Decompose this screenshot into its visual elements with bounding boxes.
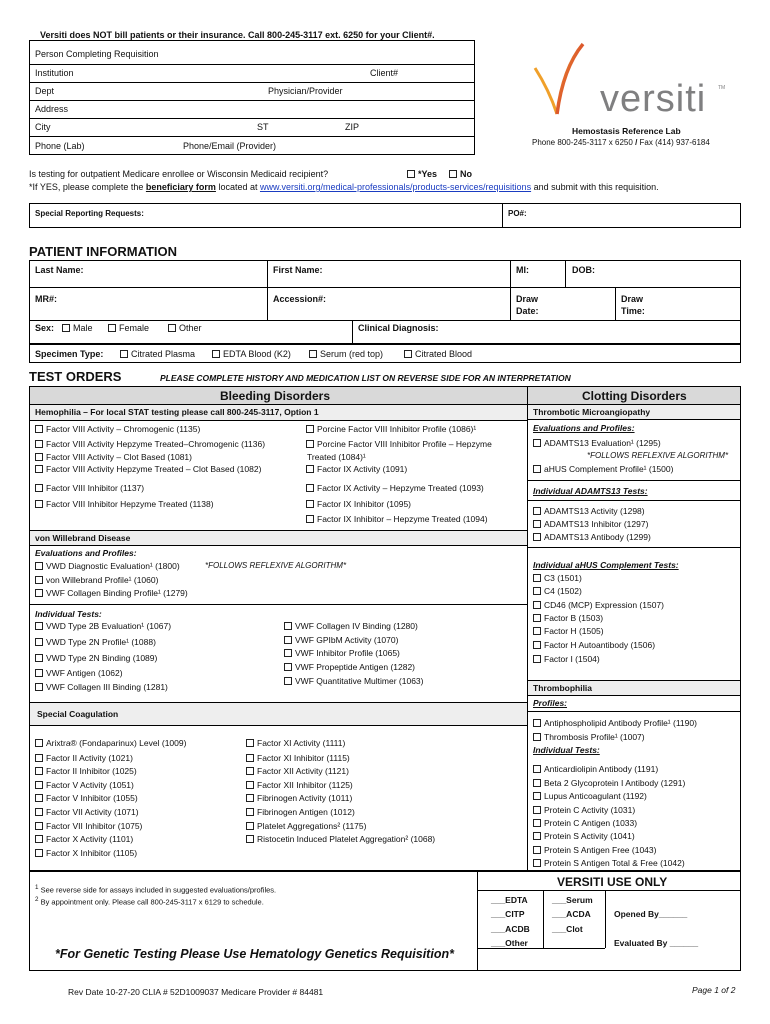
checkbox-square-icon[interactable]: [35, 739, 43, 747]
checkbox-square-icon[interactable]: [284, 663, 292, 671]
checkbox-square-icon[interactable]: [35, 638, 43, 646]
draw-time-label-1: Draw: [621, 294, 644, 304]
vwd-individual-label: Individual Tests:: [35, 609, 102, 619]
checkbox-square-icon[interactable]: [533, 520, 541, 528]
test-1136-checkbox[interactable]: Factor VIII Activity Hepzyme Treated–Chromogenic (1136): [35, 440, 265, 449]
checkbox-square-icon[interactable]: [168, 324, 176, 332]
test-1042-checkbox[interactable]: Protein S Antigen Total & Free (1042): [533, 859, 685, 868]
test-1081-checkbox[interactable]: Factor VIII Activity – Clot Based (1081): [35, 453, 192, 462]
interpretation-note: PLEASE COMPLETE HISTORY AND MEDICATION LIST ON REVERSE SIDE FOR AN INTERPRETATION: [160, 373, 571, 383]
address-field[interactable]: Address: [35, 104, 69, 114]
checkbox-square-icon[interactable]: [533, 465, 541, 473]
use-acda[interactable]: ___ACDA: [552, 909, 591, 919]
checkbox-square-icon[interactable]: [533, 533, 541, 541]
opened-by-field[interactable]: Opened By______: [614, 909, 688, 919]
test-1111-checkbox[interactable]: Factor XI Activity (1111): [246, 739, 345, 748]
test-1091-checkbox[interactable]: Factor IX Activity (1091): [306, 465, 407, 474]
test-1095-checkbox[interactable]: Factor IX Inhibitor (1095): [306, 500, 411, 509]
test-1191-checkbox[interactable]: Anticardiolipin Antibody (1191): [533, 765, 658, 774]
test-1190-checkbox[interactable]: Antiphospholipid Antibody Profile¹ (1190): [533, 719, 697, 728]
test-1070-checkbox[interactable]: VWF GPIbM Activity (1070): [284, 636, 398, 645]
test-1298-checkbox[interactable]: ADAMTS13 Activity (1298): [533, 507, 645, 516]
test-1175-checkbox[interactable]: Platelet Aggregations² (1175): [246, 822, 366, 831]
test-1084-label-cont: Treated (1084)¹: [307, 452, 366, 462]
specimen-edta-checkbox[interactable]: EDTA Blood (K2): [212, 350, 291, 359]
medicare-yes-checkbox[interactable]: *Yes: [407, 170, 437, 179]
tma-eval-label: Evaluations and Profiles:: [533, 423, 635, 433]
phone-email-field[interactable]: Phone/Email (Provider): [183, 141, 277, 151]
test-1009-checkbox[interactable]: Arixtra® (Fondaparinux) Level (1009): [35, 739, 186, 748]
use-citp[interactable]: ___CITP: [491, 909, 525, 919]
po-field[interactable]: PO#:: [508, 209, 527, 218]
checkbox-square-icon[interactable]: [212, 350, 220, 358]
lab-name: Hemostasis Reference Lab: [572, 126, 681, 136]
checkbox-square-icon[interactable]: [533, 792, 541, 800]
test-orders-title: TEST ORDERS: [29, 369, 122, 384]
genetic-testing-note: *For Genetic Testing Please Use Hematology Genetics Requisition*: [55, 947, 454, 961]
checkbox-square-icon[interactable]: [35, 794, 43, 802]
test-1291-checkbox[interactable]: Beta 2 Glycoprotein I Antibody (1291): [533, 779, 685, 788]
test-1507-checkbox[interactable]: CD46 (MCP) Expression (1507): [533, 601, 664, 610]
checkbox-square-icon[interactable]: [533, 627, 541, 635]
checkbox-square-icon[interactable]: [35, 849, 43, 857]
checkbox-square-icon[interactable]: [533, 859, 541, 867]
use-acdb[interactable]: ___ACDB: [491, 924, 530, 934]
vwd-eval-label: Evaluations and Profiles:: [35, 548, 137, 558]
medicare-question: Is testing for outpatient Medicare enrollee or Wisconsin Medicaid recipient?: [29, 169, 329, 179]
evaluated-by-field[interactable]: Evaluated By ______: [614, 938, 699, 948]
special-reporting-field[interactable]: Special Reporting Requests:: [35, 209, 144, 218]
test-1084-checkbox[interactable]: Porcine Factor VIII Inhibitor Profile – Hepzyme: [306, 440, 492, 449]
logo-trademark: TM: [718, 85, 726, 91]
checkbox-square-icon[interactable]: [533, 846, 541, 854]
test-1121-checkbox[interactable]: Factor XII Activity (1121): [246, 767, 349, 776]
checkbox-square-icon[interactable]: [35, 835, 43, 843]
checkbox-square-icon[interactable]: [35, 683, 43, 691]
sex-female-checkbox[interactable]: Female: [108, 324, 149, 333]
test-1093-checkbox[interactable]: Factor IX Activity – Hepzyme Treated (1093): [306, 484, 484, 493]
hemophilia-header: Hemophilia – For local STAT testing please call 800-245-3117, Option 1: [35, 407, 319, 417]
medicare-no-checkbox[interactable]: No: [449, 170, 472, 179]
test-1025-checkbox[interactable]: Factor II Inhibitor (1025): [35, 767, 137, 776]
checkbox-square-icon[interactable]: [306, 425, 314, 433]
checkbox-square-icon[interactable]: [246, 739, 254, 747]
checkbox-square-icon[interactable]: [306, 440, 314, 448]
test-1135-checkbox[interactable]: Factor VIII Activity – Chromogenic (1135): [35, 425, 200, 434]
checkbox-square-icon[interactable]: [533, 614, 541, 622]
test-1021-checkbox[interactable]: Factor II Activity (1021): [35, 754, 133, 763]
specimen-citrated-blood-checkbox[interactable]: Citrated Blood: [404, 350, 472, 359]
checkbox-square-icon[interactable]: [533, 819, 541, 827]
test-1063-checkbox[interactable]: VWF Quantitative Multimer (1063): [284, 677, 423, 686]
test-1033-checkbox[interactable]: Protein C Antigen (1033): [533, 819, 637, 828]
checkbox-square-icon[interactable]: [35, 754, 43, 762]
test-1086-checkbox[interactable]: Porcine Factor VIII Inhibitor Profile (1086)¹: [306, 425, 476, 434]
requisitions-url-link[interactable]: www.versiti.org/medical-professionals/products-services/requisitions: [259, 182, 532, 192]
checkbox-square-icon[interactable]: [306, 500, 314, 508]
use-serum[interactable]: ___Serum: [552, 895, 593, 905]
dept-field[interactable]: Dept: [35, 86, 55, 96]
use-edta[interactable]: ___EDTA: [491, 895, 528, 905]
checkbox-square-icon[interactable]: [533, 574, 541, 582]
checkbox-square-icon[interactable]: [284, 677, 292, 685]
test-1192-checkbox[interactable]: Lupus Anticoagulant (1192): [533, 792, 647, 801]
checkbox-square-icon[interactable]: [246, 822, 254, 830]
state-field[interactable]: ST: [257, 122, 269, 132]
checkbox-square-icon[interactable]: [533, 507, 541, 515]
test-1500-checkbox[interactable]: aHUS Complement Profile¹ (1500): [533, 465, 673, 474]
draw-time-field[interactable]: Time:: [621, 306, 645, 316]
checkbox-square-icon[interactable]: [35, 440, 43, 448]
checkbox-square-icon[interactable]: [35, 562, 43, 570]
test-1138-checkbox[interactable]: Factor VIII Inhibitor Hepzyme Treated (1138): [35, 500, 214, 509]
test-1068-checkbox[interactable]: Ristocetin Induced Platelet Aggregation² (1068): [246, 835, 435, 844]
sex-other-checkbox[interactable]: Other: [168, 324, 202, 333]
checkbox-square-icon[interactable]: [407, 170, 415, 178]
test-1280-checkbox[interactable]: VWF Collagen IV Binding (1280): [284, 622, 418, 631]
test-1282-checkbox[interactable]: VWF Propeptide Antigen (1282): [284, 663, 415, 672]
sex-label: Sex:: [35, 323, 55, 333]
zip-field[interactable]: ZIP: [345, 122, 360, 132]
test-1115-checkbox[interactable]: Factor XI Inhibitor (1115): [246, 754, 350, 763]
test-1299-checkbox[interactable]: ADAMTS13 Antibody (1299): [533, 533, 651, 542]
checkbox-square-icon[interactable]: [246, 754, 254, 762]
versiti-use-only-title: VERSITI USE ONLY: [557, 875, 668, 889]
use-other[interactable]: ___Other: [491, 938, 528, 948]
vwd-header: von Willebrand Disease: [35, 533, 131, 543]
checkbox-square-icon[interactable]: [533, 765, 541, 773]
checkbox-square-icon[interactable]: [533, 641, 541, 649]
thrombo-profiles-label: Profiles:: [533, 698, 568, 708]
draw-date-label-1: Draw: [516, 294, 539, 304]
phone-lab-field[interactable]: Phone (Lab): [35, 141, 85, 151]
mi-field[interactable]: MI:: [516, 265, 529, 275]
checkbox-square-icon[interactable]: [533, 601, 541, 609]
revision-info: Rev Date 10-27-20 CLIA # 52D1009037 Medicare Provider # 84481: [68, 987, 324, 997]
test-1281-checkbox[interactable]: VWF Collagen III Binding (1281): [35, 683, 168, 692]
footnote-2: $^2$ By appointment only. Please call 800-245-3117 x 6129 to schedule.: [35, 896, 264, 907]
test-1089-checkbox[interactable]: VWD Type 2N Binding (1089): [35, 654, 157, 663]
test-1101-checkbox[interactable]: Factor X Activity (1101): [35, 835, 133, 844]
checkbox-square-icon[interactable]: [35, 500, 43, 508]
test-1094-checkbox[interactable]: Factor IX Inhibitor – Hepzyme Treated (1094): [306, 515, 488, 524]
lab-phone: Phone 800-245-3117 x 6250 / Fax (414) 937-6184: [532, 138, 710, 147]
bleeding-disorders-title: Bleeding Disorders: [220, 389, 331, 403]
city-field[interactable]: City: [35, 122, 51, 132]
thrombo-individual-label: Individual Tests:: [533, 745, 600, 755]
draw-date-field[interactable]: Date:: [516, 306, 539, 316]
checkbox-square-icon[interactable]: [284, 622, 292, 630]
checkbox-square-icon[interactable]: [246, 781, 254, 789]
checkbox-square-icon[interactable]: [108, 324, 116, 332]
test-1043-checkbox[interactable]: Protein S Antigen Free (1043): [533, 846, 656, 855]
test-1506-checkbox[interactable]: Factor H Autoantibody (1506): [533, 641, 655, 650]
test-1297-checkbox[interactable]: ADAMTS13 Inhibitor (1297): [533, 520, 648, 529]
patient-info-title: PATIENT INFORMATION: [29, 244, 178, 259]
logo-wordmark: versiti: [600, 78, 707, 120]
checkbox-square-icon[interactable]: [35, 576, 43, 584]
checkbox-square-icon[interactable]: [35, 425, 43, 433]
sex-male-checkbox[interactable]: Male: [62, 324, 93, 333]
checkbox-square-icon[interactable]: [306, 515, 314, 523]
special-coag-header: Special Coagulation: [37, 709, 119, 719]
checkbox-square-icon[interactable]: [533, 439, 541, 447]
specimen-citrated-plasma-checkbox[interactable]: Citrated Plasma: [120, 350, 195, 359]
tma-reflexive-note: *FOLLOWS REFLEXIVE ALGORITHM*: [587, 451, 729, 460]
accession-field[interactable]: Accession#:: [273, 294, 327, 304]
test-1031-checkbox[interactable]: Protein C Activity (1031): [533, 806, 635, 815]
test-1075-checkbox[interactable]: Factor VII Inhibitor (1075): [35, 822, 142, 831]
test-1011-checkbox[interactable]: Fibrinogen Activity (1011): [246, 794, 352, 803]
person-completing-field[interactable]: Person Completing Requisition: [35, 49, 159, 59]
test-1088-checkbox[interactable]: VWD Type 2N Profile¹ (1088): [35, 638, 156, 647]
checkbox-square-icon[interactable]: [62, 324, 70, 332]
thrombophilia-header: Thrombophilia: [533, 683, 593, 693]
institution-field[interactable]: Institution: [35, 68, 74, 78]
checkbox-square-icon[interactable]: [35, 669, 43, 677]
vwd-reflexive-note: *FOLLOWS REFLEXIVE ALGORITHM*: [205, 561, 347, 570]
checkbox-square-icon[interactable]: [35, 589, 43, 597]
checkbox-square-icon[interactable]: [246, 808, 254, 816]
mr-field[interactable]: MR#:: [35, 294, 57, 304]
test-1060-checkbox[interactable]: von Willebrand Profile¹ (1060): [35, 576, 158, 585]
clinical-diagnosis-field[interactable]: Clinical Diagnosis:: [358, 323, 439, 333]
checkbox-square-icon[interactable]: [309, 350, 317, 358]
test-1051-checkbox[interactable]: Factor V Activity (1051): [35, 781, 134, 790]
test-1105-checkbox[interactable]: Factor X Inhibitor (1105): [35, 849, 137, 858]
test-1503-checkbox[interactable]: Factor B (1503): [533, 614, 603, 623]
page-number: Page 1 of 2: [692, 985, 736, 995]
checkbox-square-icon[interactable]: [35, 808, 43, 816]
test-1071-checkbox[interactable]: Factor VII Activity (1071): [35, 808, 139, 817]
checkbox-square-icon[interactable]: [35, 453, 43, 461]
ahus-individual-label: Individual aHUS Complement Tests:: [533, 560, 679, 570]
test-1125-checkbox[interactable]: Factor XII Inhibitor (1125): [246, 781, 353, 790]
test-1501-checkbox[interactable]: C3 (1501): [533, 574, 582, 583]
checkbox-square-icon[interactable]: [35, 465, 43, 473]
test-1067-checkbox[interactable]: VWD Type 2B Evaluation¹ (1067): [35, 622, 171, 631]
test-1062-checkbox[interactable]: VWF Antigen (1062): [35, 669, 123, 678]
tma-header: Thrombotic Microangiopathy: [533, 407, 651, 417]
checkbox-square-icon[interactable]: [449, 170, 457, 178]
test-1279-checkbox[interactable]: VWF Collagen Binding Profile¹ (1279): [35, 589, 188, 598]
checkbox-square-icon[interactable]: [306, 465, 314, 473]
test-1505-checkbox[interactable]: Factor H (1505): [533, 627, 604, 636]
checkbox-square-icon[interactable]: [35, 484, 43, 492]
checkbox-square-icon[interactable]: [246, 794, 254, 802]
adamts-individual-label: Individual ADAMTS13 Tests:: [533, 486, 648, 496]
beneficiary-form-link[interactable]: beneficiary form: [145, 182, 216, 192]
dob-field[interactable]: DOB:: [572, 265, 595, 275]
checkbox-square-icon[interactable]: [533, 733, 541, 741]
checkbox-square-icon[interactable]: [533, 832, 541, 840]
test-1041-checkbox[interactable]: Protein S Activity (1041): [533, 832, 635, 841]
checkbox-square-icon[interactable]: [35, 654, 43, 662]
checkbox-square-icon[interactable]: [533, 779, 541, 787]
test-1082-checkbox[interactable]: Factor VIII Activity Hepzyme Treated – Clot Based (1082): [35, 465, 261, 474]
client-field[interactable]: Client#: [370, 68, 399, 78]
checkbox-square-icon[interactable]: [246, 835, 254, 843]
footnote-1: $^1$ See reverse side for assays included in suggested evaluations/profiles.: [35, 884, 277, 895]
beneficiary-instructions: *If YES, please complete the beneficiary form located at www.versiti.org/medical-professionals/products-services/requisitions and submit with this requisition.: [29, 182, 659, 192]
checkbox-square-icon[interactable]: [284, 649, 292, 657]
test-1012-checkbox[interactable]: Fibrinogen Antigen (1012): [246, 808, 355, 817]
test-1295-checkbox[interactable]: ADAMTS13 Evaluation¹ (1295): [533, 439, 661, 448]
first-name-field[interactable]: First Name:: [273, 265, 323, 275]
billing-notice: Versiti does NOT bill patients or their insurance. Call 800-245-3117 ext. 6250 for your Client#.: [40, 30, 435, 40]
checkbox-square-icon[interactable]: [533, 806, 541, 814]
specimen-serum-checkbox[interactable]: Serum (red top): [309, 350, 383, 359]
checkbox-square-icon[interactable]: [404, 350, 412, 358]
specimen-type-label: Specimen Type:: [35, 349, 104, 359]
last-name-field[interactable]: Last Name:: [35, 265, 84, 275]
checkbox-square-icon[interactable]: [533, 719, 541, 727]
test-1137-checkbox[interactable]: Factor VIII Inhibitor (1137): [35, 484, 144, 493]
test-1502-checkbox[interactable]: C4 (1502): [533, 587, 582, 596]
checkbox-square-icon[interactable]: [284, 636, 292, 644]
checkbox-square-icon[interactable]: [35, 767, 43, 775]
test-1007-checkbox[interactable]: Thrombosis Profile¹ (1007): [533, 733, 645, 742]
checkbox-square-icon[interactable]: [533, 587, 541, 595]
checkbox-square-icon[interactable]: [120, 350, 128, 358]
checkbox-square-icon[interactable]: [35, 822, 43, 830]
physician-field[interactable]: Physician/Provider: [268, 86, 343, 96]
checkbox-square-icon[interactable]: [306, 484, 314, 492]
checkbox-square-icon[interactable]: [246, 767, 254, 775]
test-1800-checkbox[interactable]: VWD Diagnostic Evaluation¹ (1800): [35, 562, 180, 571]
checkbox-square-icon[interactable]: [533, 655, 541, 663]
test-1065-checkbox[interactable]: VWF Inhibitor Profile (1065): [284, 649, 400, 658]
test-1504-checkbox[interactable]: Factor I (1504): [533, 655, 600, 664]
checkbox-square-icon[interactable]: [35, 622, 43, 630]
test-1055-checkbox[interactable]: Factor V Inhibitor (1055): [35, 794, 138, 803]
checkbox-square-icon[interactable]: [35, 781, 43, 789]
clotting-disorders-title: Clotting Disorders: [582, 389, 687, 403]
use-clot[interactable]: ___Clot: [552, 924, 583, 934]
